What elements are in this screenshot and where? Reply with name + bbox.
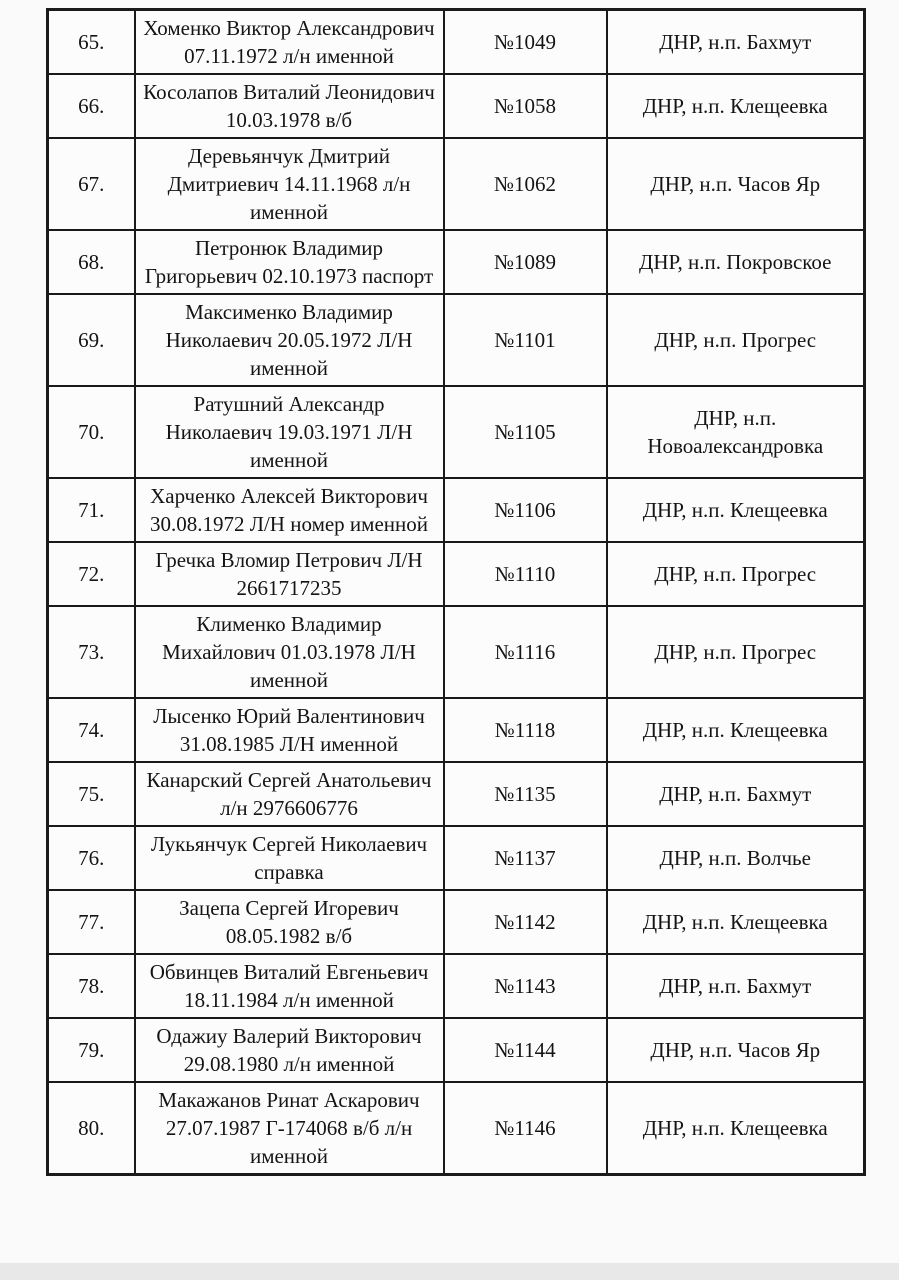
document-number-cell: №1110 (444, 542, 607, 606)
person-name-cell: Деревьянчук Дмитрий Дмитриевич 14.11.1968 л/н именной (135, 138, 444, 230)
document-number-cell: №1116 (444, 606, 607, 698)
location-cell: ДНР, н.п. Клещеевка (607, 698, 865, 762)
person-name-cell: Ратушний Александр Николаевич 19.03.1971 Л/Н именной (135, 386, 444, 478)
document-number-cell: №1118 (444, 698, 607, 762)
row-index-cell: 68. (48, 230, 135, 294)
person-name-cell: Лысенко Юрий Валентинович 31.08.1985 Л/Н именной (135, 698, 444, 762)
row-index-cell: 74. (48, 698, 135, 762)
location-cell: ДНР, н.п. Клещеевка (607, 74, 865, 138)
table-row (48, 74, 865, 138)
location-cell: ДНР, н.п. Клещеевка (607, 1082, 865, 1175)
document-number-cell: №1062 (444, 138, 607, 230)
location-cell: ДНР, н.п. Новоалександровка (607, 386, 865, 478)
table-row (48, 1018, 865, 1082)
table-row (48, 10, 865, 75)
document-number-cell: №1105 (444, 386, 607, 478)
person-name-cell: Харченко Алексей Викторович 30.08.1972 Л/Н номер именной (135, 478, 444, 542)
document-number-cell: №1101 (444, 294, 607, 386)
document-number-cell: №1143 (444, 954, 607, 1018)
person-name-cell: Петронюк Владимир Григорьевич 02.10.1973 паспорт (135, 230, 444, 294)
row-index-cell: 79. (48, 1018, 135, 1082)
row-index-cell: 67. (48, 138, 135, 230)
document-number-cell: №1137 (444, 826, 607, 890)
person-name-cell: Одажиу Валерий Викторович 29.08.1980 л/н именной (135, 1018, 444, 1082)
document-number-cell: №1058 (444, 74, 607, 138)
row-index-cell: 72. (48, 542, 135, 606)
person-name-cell: Зацепа Сергей Игоревич 08.05.1982 в/б (135, 890, 444, 954)
table-row (48, 606, 865, 698)
document-number-cell: №1089 (444, 230, 607, 294)
table-row (48, 542, 865, 606)
document-number-cell: №1142 (444, 890, 607, 954)
location-cell: ДНР, н.п. Клещеевка (607, 478, 865, 542)
table-row (48, 386, 865, 478)
table-row (48, 478, 865, 542)
row-index-cell: 78. (48, 954, 135, 1018)
person-name-cell: Максименко Владимир Николаевич 20.05.1972 Л/Н именной (135, 294, 444, 386)
location-cell: ДНР, н.п. Бахмут (607, 762, 865, 826)
person-name-cell: Макажанов Ринат Аскарович 27.07.1987 Г-174068 в/б л/н именной (135, 1082, 444, 1175)
location-cell: ДНР, н.п. Волчье (607, 826, 865, 890)
location-cell: ДНР, н.п. Прогрес (607, 294, 865, 386)
location-cell: ДНР, н.п. Бахмут (607, 10, 865, 75)
table-row (48, 1082, 865, 1175)
table-row (48, 890, 865, 954)
table-body (48, 10, 865, 1175)
location-cell: ДНР, н.п. Покровское (607, 230, 865, 294)
location-cell: ДНР, н.п. Клещеевка (607, 890, 865, 954)
table-row (48, 230, 865, 294)
person-name-cell: Лукьянчук Сергей Николаевич справка (135, 826, 444, 890)
persons-table (46, 8, 866, 1176)
row-index-cell: 69. (48, 294, 135, 386)
location-cell: ДНР, н.п. Прогрес (607, 606, 865, 698)
document-number-cell: №1106 (444, 478, 607, 542)
row-index-cell: 65. (48, 10, 135, 75)
table-row (48, 138, 865, 230)
location-cell: ДНР, н.п. Часов Яр (607, 1018, 865, 1082)
document-number-cell: №1146 (444, 1082, 607, 1175)
document-number-cell: №1135 (444, 762, 607, 826)
document-number-cell: №1049 (444, 10, 607, 75)
person-name-cell: Обвинцев Виталий Евгеньевич 18.11.1984 л/н именной (135, 954, 444, 1018)
person-name-cell: Канарский Сергей Анатольевич л/н 2976606776 (135, 762, 444, 826)
table-row (48, 294, 865, 386)
location-cell: ДНР, н.п. Прогрес (607, 542, 865, 606)
person-name-cell: Косолапов Виталий Леонидович 10.03.1978 в/б (135, 74, 444, 138)
table-row (48, 826, 865, 890)
row-index-cell: 75. (48, 762, 135, 826)
document-number-cell: №1144 (444, 1018, 607, 1082)
location-cell: ДНР, н.п. Часов Яр (607, 138, 865, 230)
person-name-cell: Клименко Владимир Михайлович 01.03.1978 Л/Н именной (135, 606, 444, 698)
person-name-cell: Гречка Вломир Петрович Л/Н 2661717235 (135, 542, 444, 606)
row-index-cell: 71. (48, 478, 135, 542)
row-index-cell: 77. (48, 890, 135, 954)
row-index-cell: 70. (48, 386, 135, 478)
table-row (48, 954, 865, 1018)
person-name-cell: Хоменко Виктор Александрович 07.11.1972 л/н именной (135, 10, 444, 75)
location-cell: ДНР, н.п. Бахмут (607, 954, 865, 1018)
row-index-cell: 66. (48, 74, 135, 138)
table-row (48, 762, 865, 826)
row-index-cell: 80. (48, 1082, 135, 1175)
row-index-cell: 73. (48, 606, 135, 698)
table-row (48, 698, 865, 762)
page-bottom-strip (0, 1263, 899, 1280)
row-index-cell: 76. (48, 826, 135, 890)
